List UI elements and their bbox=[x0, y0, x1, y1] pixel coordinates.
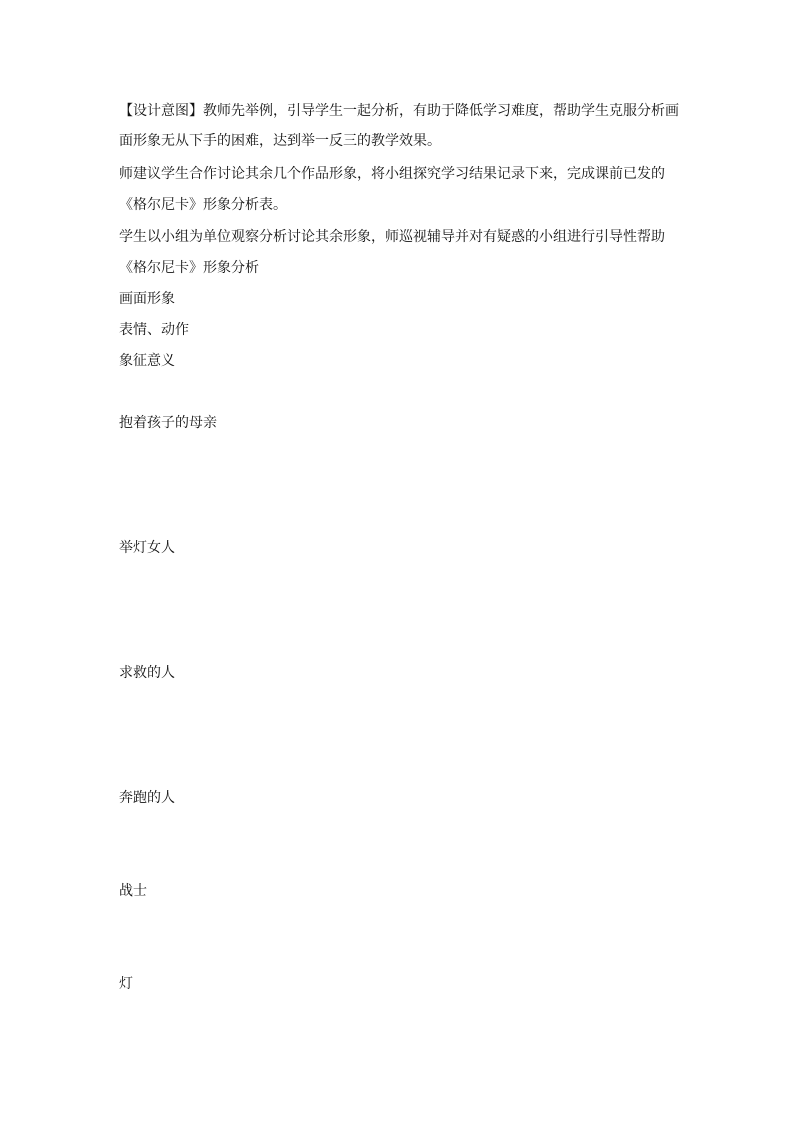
table-row-calling-for-help: 求救的人 bbox=[119, 665, 175, 681]
teacher-suggestion-paragraph-line-1: 师建议学生合作讨论其余几个作品形象，将小组探究学习结果记录下来，完成课前已发的 bbox=[119, 166, 665, 182]
table-header-expression-action: 表情、动作 bbox=[119, 322, 189, 338]
table-header-image: 画面形象 bbox=[119, 291, 175, 307]
design-intent-paragraph-line-1: 【设计意图】教师先举例，引导学生一起分析，有助于降低学习难度，帮助学生克服分析画 bbox=[119, 103, 679, 119]
student-activity-paragraph: 学生以小组为单位观察分析讨论其余形象，师巡视辅导并对有疑惑的小组进行引导性帮助 bbox=[119, 229, 665, 245]
table-row-mother-with-child: 抱着孩子的母亲 bbox=[119, 415, 217, 431]
analysis-table-title: 《格尔尼卡》形象分析 bbox=[119, 260, 259, 276]
table-row-warrior: 战士 bbox=[119, 883, 147, 899]
table-row-lamp-woman: 举灯女人 bbox=[119, 540, 175, 556]
table-row-running-person: 奔跑的人 bbox=[119, 790, 175, 806]
table-header-symbolic-meaning: 象征意义 bbox=[119, 353, 175, 369]
design-intent-paragraph-line-2: 面形象无从下手的困难，达到举一反三的教学效果。 bbox=[119, 133, 441, 149]
teacher-suggestion-paragraph-line-2: 《格尔尼卡》形象分析表。 bbox=[119, 197, 287, 213]
table-row-lamp: 灯 bbox=[119, 976, 133, 992]
